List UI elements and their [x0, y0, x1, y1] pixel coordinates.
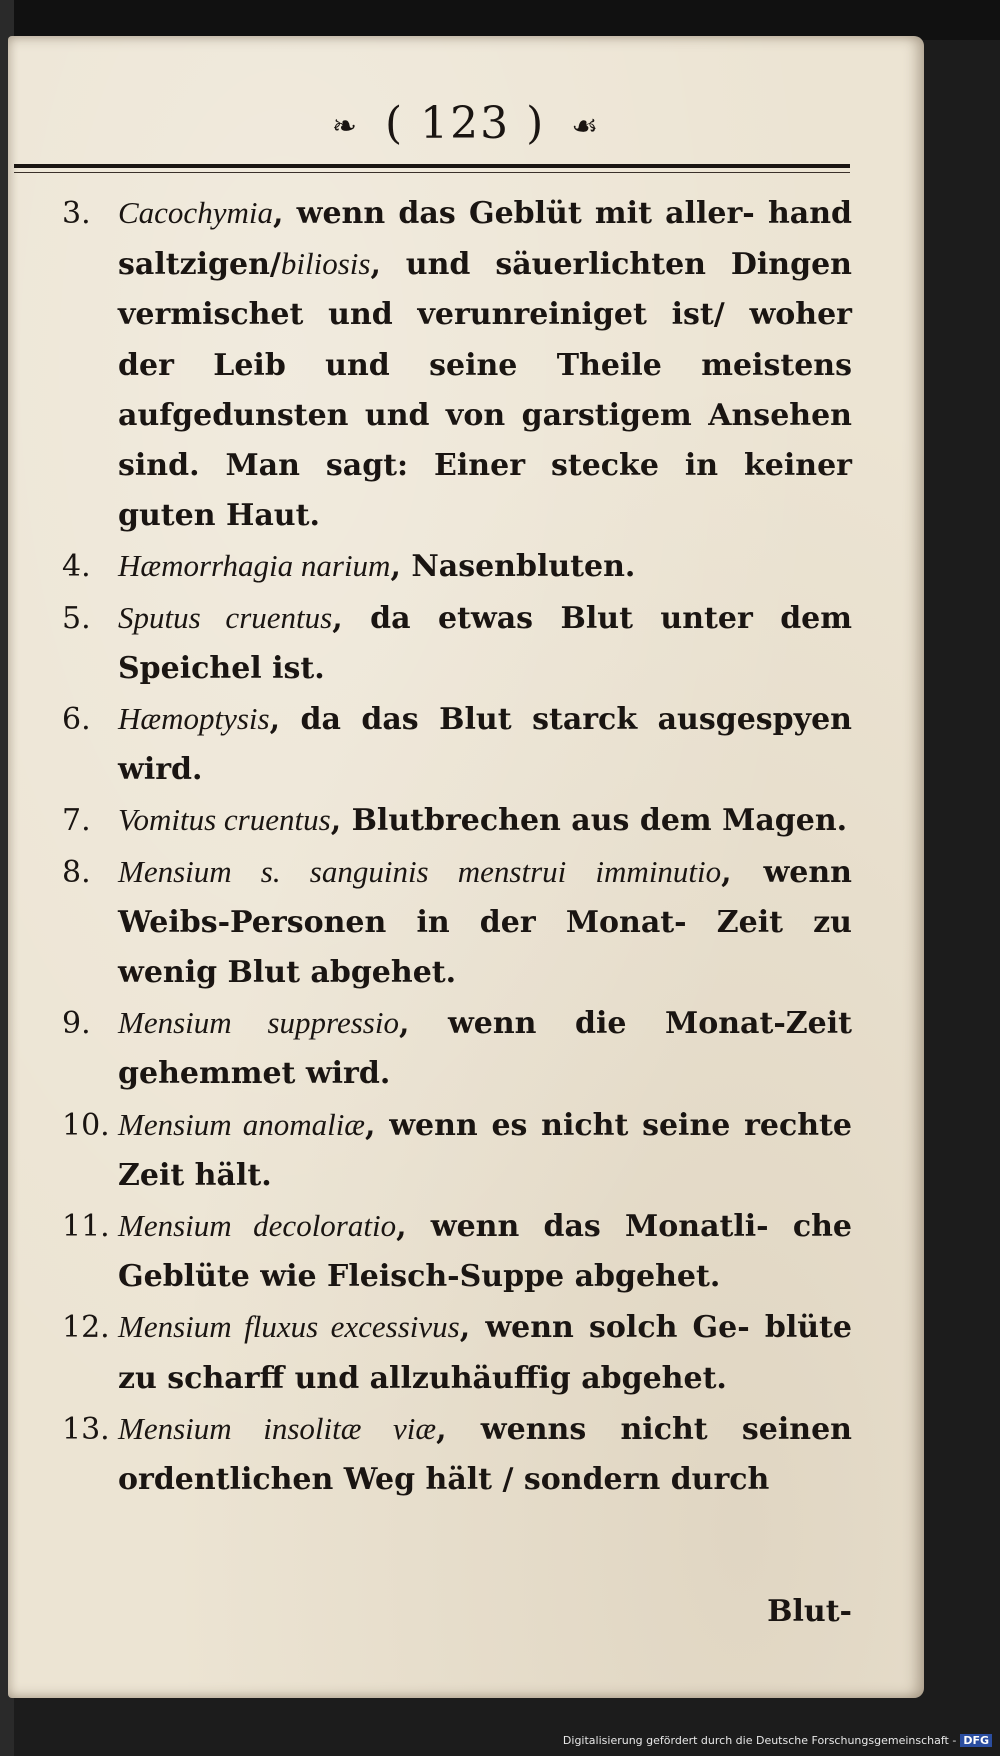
- entry-number: 10.: [62, 1107, 110, 1143]
- entry-german-text: , wenns nicht seinen ordentlichen Weg hält / sondern durch: [118, 1411, 852, 1498]
- entry-number: 13.: [62, 1411, 110, 1447]
- entry-latin-term: Mensium decoloratio: [118, 1208, 397, 1244]
- entry-german-text: , wenn das Monatli- che Geblüte wie Fleisch-Suppe abgehet.: [118, 1209, 852, 1295]
- catchword: Blut-: [767, 1594, 852, 1629]
- entry-item: [62, 847, 852, 999]
- entry-number: 11.: [62, 1209, 110, 1245]
- entry-latin-term: Mensium s. sanguinis menstrui imminutio: [118, 853, 722, 889]
- entry-latin-term: Mensium anomaliæ: [118, 1106, 365, 1142]
- entry-number: 4.: [62, 549, 91, 585]
- entry-item: [62, 188, 852, 541]
- entry-number: 8.: [62, 854, 91, 890]
- entry-number: 5.: [62, 600, 91, 636]
- entry-item: [62, 541, 852, 592]
- entry-item: [62, 1201, 852, 1302]
- entry-item: [62, 998, 852, 1099]
- entry-german-text: , wenn es nicht seine rechte Zeit hält.: [118, 1107, 853, 1193]
- entry-number: 7.: [62, 803, 91, 839]
- entry-german-text: , wenn solch Ge- blüte zu scharff und allzuhäuffig abgehet.: [118, 1310, 853, 1396]
- entry-latin-term: Cacochymia: [118, 195, 273, 230]
- entry-latin-term: Sputus cruentus: [118, 599, 333, 635]
- entry-item: [62, 593, 852, 694]
- entry-latin-term: Mensium fluxus excessivus: [118, 1309, 460, 1345]
- digitization-credit: [0, 1734, 992, 1747]
- ornament-left-icon: ❧: [331, 109, 359, 144]
- entry-item: [62, 1302, 852, 1403]
- entry-latin-term: Mensium suppressio: [118, 1005, 399, 1041]
- entry-number: 6.: [62, 702, 91, 738]
- entry-item: [62, 694, 852, 795]
- entry-german-text: , da das Blut starck ausgespyen wird.: [118, 702, 852, 788]
- entry-german-text: , wenn das Geblüt mit aller- hand saltzigen/: [118, 196, 852, 283]
- header-rule-thin: [14, 172, 850, 173]
- entry-german-text: , da etwas Blut unter dem Speichel ist.: [118, 600, 853, 686]
- entry-german-text: , Blutbrechen aus dem Magen.: [330, 803, 848, 839]
- credit-text: Digitalisierung gefördert durch die Deutsche Forschungsgemeinschaft -: [562, 1734, 957, 1747]
- entry-number: 3.: [62, 196, 91, 231]
- entry-german-text: , Nasenbluten.: [390, 549, 636, 585]
- header-rule: [14, 164, 850, 168]
- entry-latin-term-inline: biliosis: [280, 246, 371, 282]
- entry-german-text: , wenn Weibs-Personen in der Monat- Zeit zu wenig Blut abgehet.: [118, 854, 852, 991]
- entry-item: [62, 1100, 852, 1201]
- entry-latin-term: Hæmoptysis: [118, 701, 270, 737]
- entry-latin-term: Mensium insolitæ viæ: [118, 1410, 437, 1446]
- entry-german-text-cont: , und säuerlichten Dingen vermischet und verunreiniget ist/ woher der Leib und seine Theile meistens aufgedunsten und von garstigem Ansehen sind. Man sagt: Einer stecke in keiner guten Haut.: [118, 247, 852, 534]
- entry-item: [62, 1404, 852, 1505]
- entry-latin-term: Hæmorrhagia narium: [118, 548, 391, 584]
- ornament-right-icon: ☙: [571, 109, 601, 144]
- page-number: ( 123 ): [384, 98, 546, 149]
- entry-list: [62, 188, 852, 1505]
- entry-item: [62, 795, 852, 846]
- entry-latin-term: Vomitus cruentus: [118, 802, 331, 838]
- book-page: [8, 36, 924, 1698]
- scan-background-top: [0, 0, 1000, 40]
- entry-german-text: , wenn die Monat-Zeit gehemmet wird.: [118, 1006, 853, 1092]
- page-header: [8, 98, 924, 149]
- dfg-logo: DFG: [960, 1734, 992, 1747]
- entry-number: 12.: [62, 1310, 110, 1346]
- entry-number: 9.: [62, 1006, 91, 1042]
